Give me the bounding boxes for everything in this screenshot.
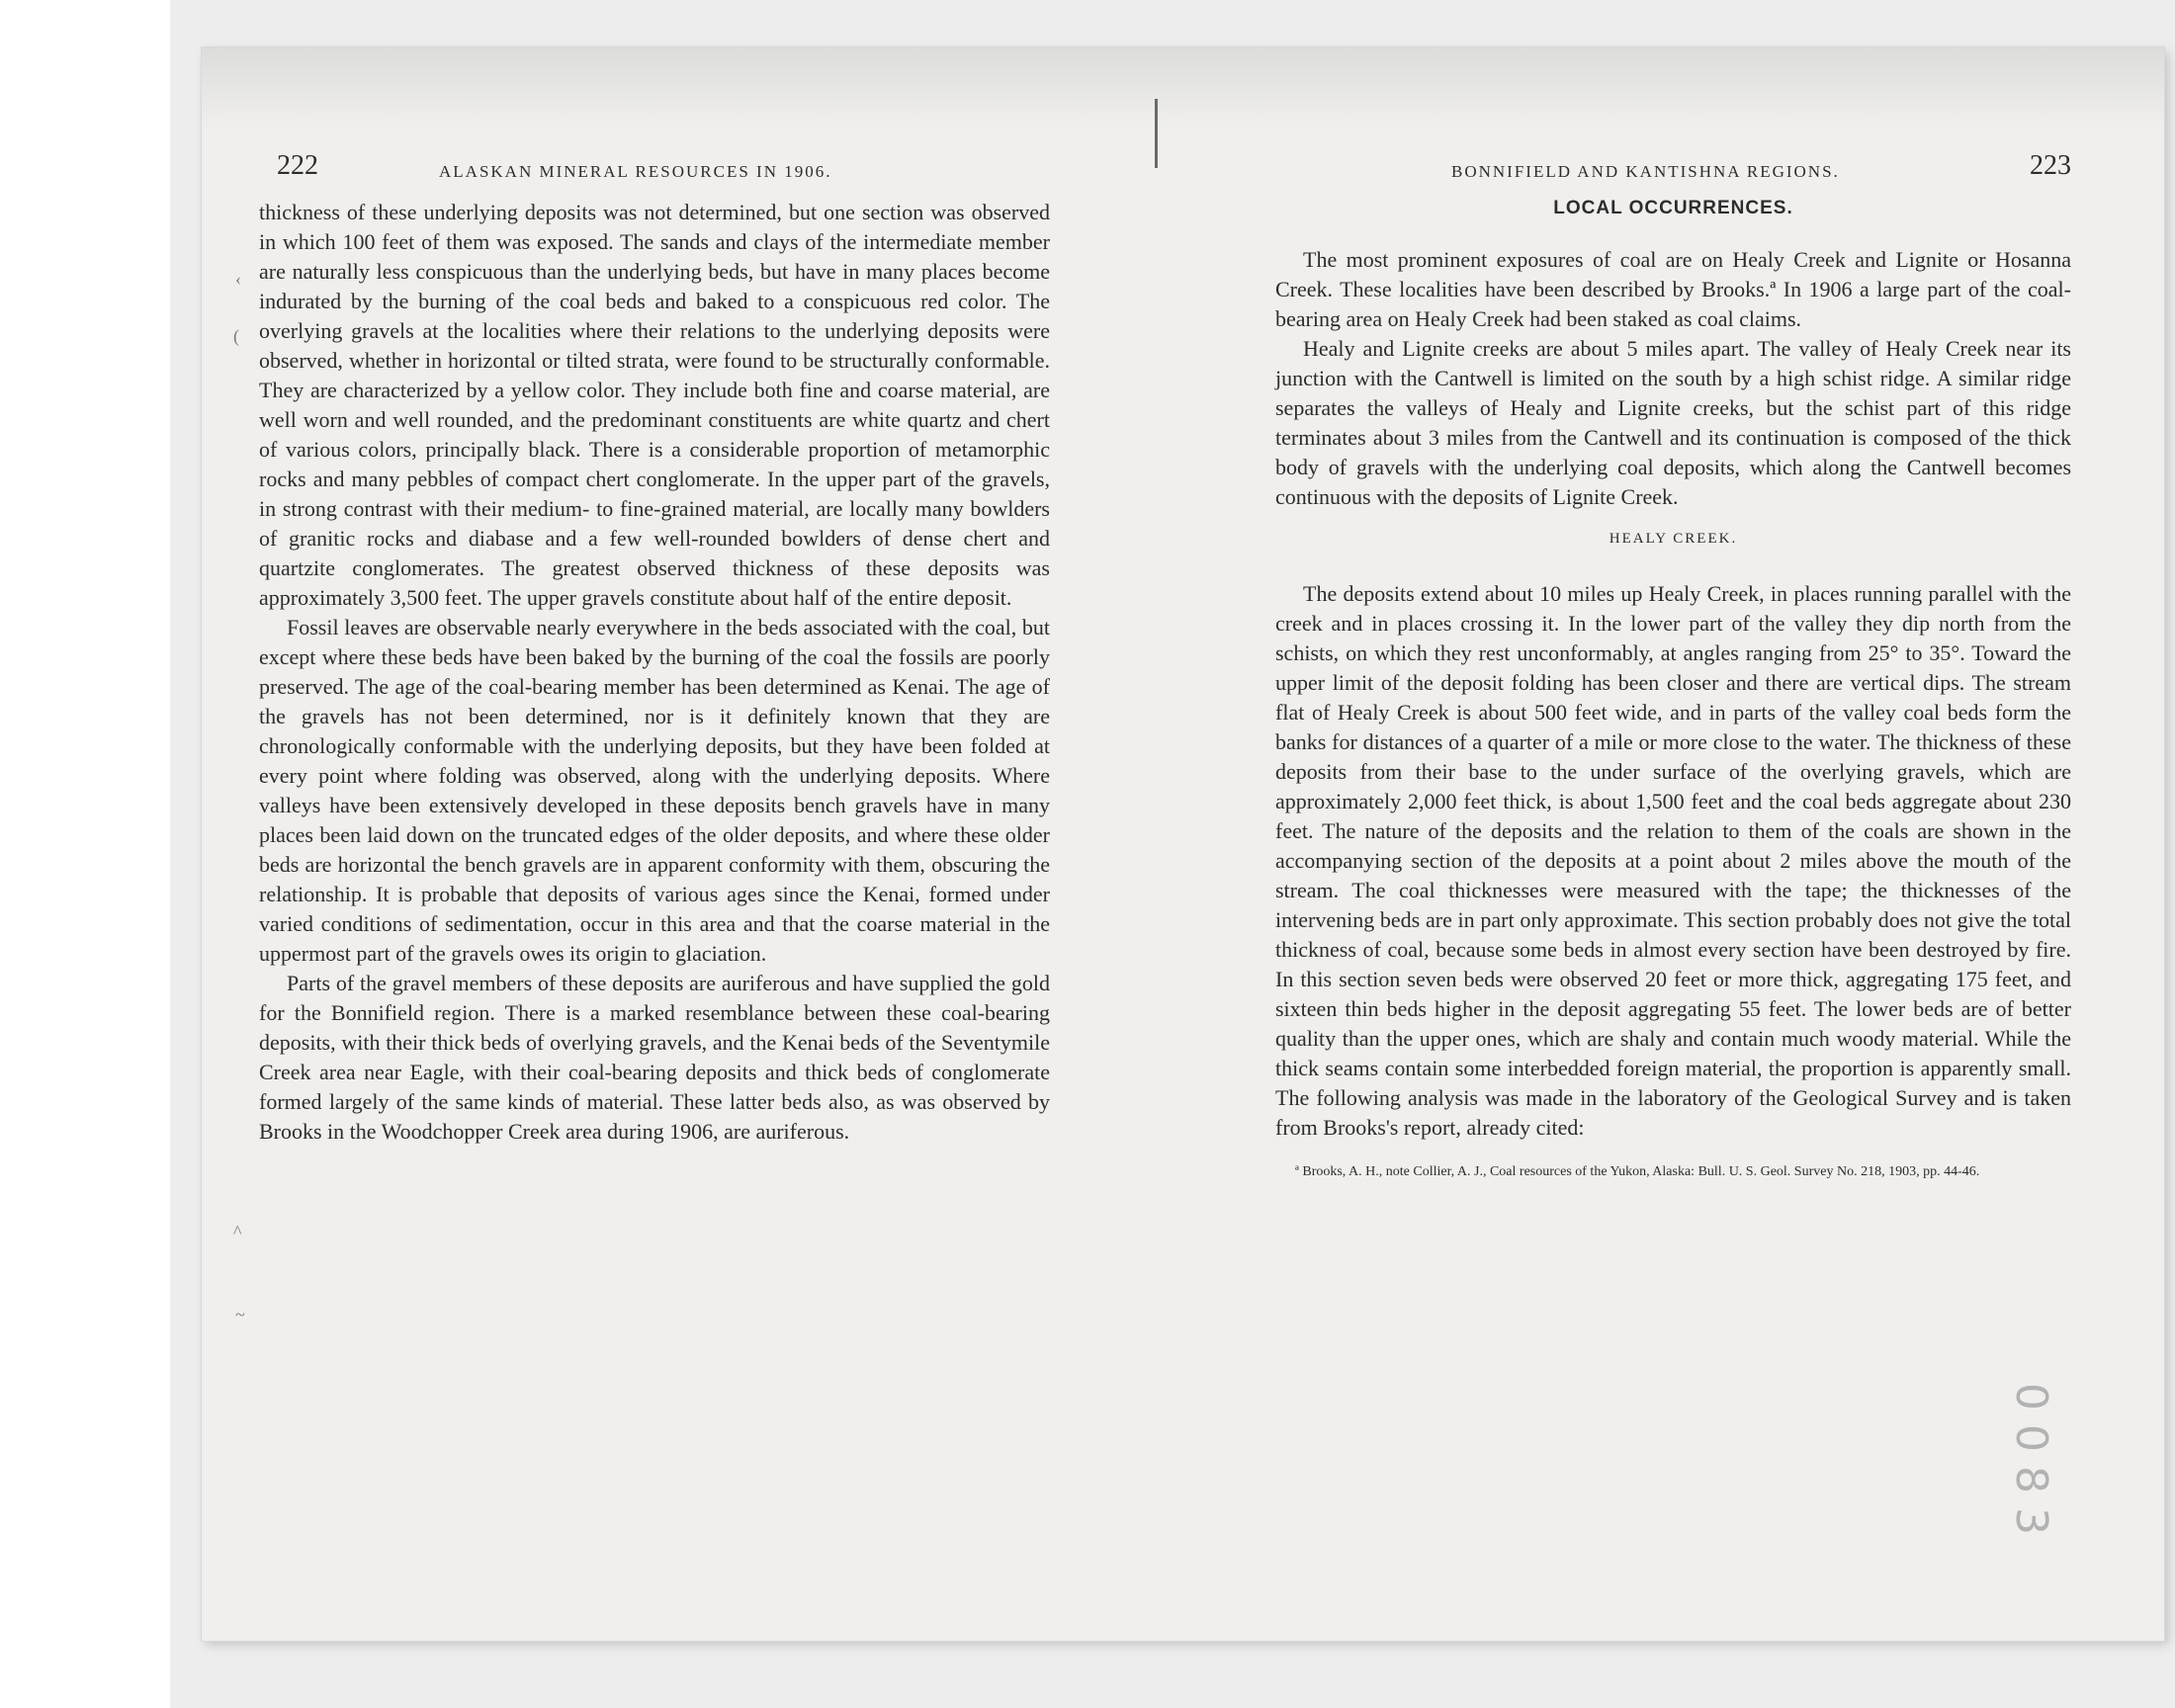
left-running-head	[259, 150, 1050, 198]
paragraph: Parts of the gravel members of these deposits are auriferous and have supplied the gold for the Bonnifield region. There is a marked resemblance between these coal-bearing deposits, with their thick beds of overlying gravels, and the Kenai beds of the Seventymile Creek area near Eagle, with their coal-bearing deposits and thick beds of conglomerate formed largely of the same kinds of material. These latter beds also, as was observed by Brooks in the Woodchopper Creek area during 1906, are auriferous.	[259, 971, 1050, 1144]
paragraph: Healy and Lignite creeks are about 5 miles apart. The valley of Healy Creek near its junction with the Cantwell is limited on the south by a high schist ridge. A similar ridge separates the valleys of Healy and Lignite creeks, but the schist part of this ridge terminates about 3 miles from the Cantwell and its continuation is composed of the thick body of gravels with the underlying coal deposits, which along the Cantwell becomes continuous with the deposits of Lignite Creek.	[1275, 336, 2071, 509]
running-head-title: ALASKAN MINERAL RESOURCES IN 1906.	[439, 162, 832, 181]
margin-mark: (	[233, 326, 239, 346]
section-title: LOCAL OCCURRENCES.	[1553, 198, 1793, 218]
margin-mark: ~	[235, 1305, 245, 1324]
stamp-digit: 3	[2006, 1507, 2056, 1535]
right-page	[1275, 150, 2071, 1181]
margin-mark: ‹	[235, 269, 241, 289]
right-running-head	[1275, 150, 2071, 198]
left-page	[259, 150, 1050, 1147]
sheet-top-shadow	[202, 47, 2164, 127]
running-head-title: BONNIFIELD AND KANTISHNA REGIONS.	[1451, 162, 1840, 181]
archive-stamp-number	[2006, 1382, 2056, 1548]
stamp-digit: 0	[2006, 1383, 2056, 1410]
stamp-digit: 0	[2006, 1424, 2056, 1452]
paragraph: thickness of these underlying deposits was not determined, but one section was observed in which 100 feet of them was exposed. The sands and clays of the intermediate member are naturally less conspicuous than the underlying beds, but have in many places become indurated by the burning of the coal beds and baked to a conspicuous red color. The overlying gravels at the localities where their relations to the underlying deposits were observed, whether in horizontal or tilted strata, were found to be structurally conformable. They are characterized by a yellow color. They include both fine and coarse material, are well worn and well rounded, and the predominant constituents are white quartz and chert of various colors, principally black. There is a considerable proportion of metamorphic rocks and many pebbles of compact chert conglomerate. In the upper part of the gravels, in strong contrast with their medium- to fine-grained material, are locally many bowlders of granitic rocks and diabase and a few well-rounded bowlders of dense chert and quartzite conglomerates. The greatest observed thickness of these deposits was approximately 3,500 feet. The upper gravels constitute about half of the entire deposit.	[259, 200, 1050, 610]
subsection-title: HEALY CREEK.	[1609, 531, 1738, 547]
left-body-text	[259, 198, 1050, 1147]
stamp-digit: 8	[2006, 1466, 2056, 1494]
paragraph: The most prominent exposures of coal are on Healy Creek and Lignite or Hosanna Creek. These localities have been described by Brooks.ª In 1906 a large part of the coal-bearing area on Healy Creek had been staked as coal claims.	[1275, 247, 2071, 331]
footnote: ª Brooks, A. H., note Collier, A. J., Coal resources of the Yukon, Alaska: Bull. U. S. Geol. Survey No. 218, 1903, pp. 44-46.	[1295, 1164, 1980, 1179]
page-number: 223	[2030, 150, 2071, 181]
paragraph: The deposits extend about 10 miles up Healy Creek, in places running parallel with the creek and in places crossing it. In the lower part of the valley they dip north from the schists, on which they rest unconformably, at angles ranging from 25° to 35°. Toward the upper limit of the deposit folding has been closer and there are vertical dips. The stream flat of Healy Creek is about 500 feet wide, and in parts of the valley coal beds form the banks for distances of a quarter of a mile or more close to the water. The thickness of these deposits from their base to the under surface of the overlying gravels, which are approximately 2,000 feet thick, is about 1,500 feet and the coal beds aggregate about 230 feet. The nature of the deposits and the relation to them of the coals are shown in the accompanying section of the deposits at a point about 2 miles above the mouth of the stream. The coal thicknesses were measured with the tape; the thicknesses of the intervening beds are in part only approximate. This section probably does not give the total thickness of coal, because some beds in almost every section have been destroyed by fire. In this section seven beds were observed 20 feet or more thick, aggregating 175 feet, and sixteen thin beds higher in the deposit aggregating 55 feet. The lower beds are of better quality than the upper ones, which are shaly and contain much woody material. While the thick seams contain some interbedded foreign material, the proportion is apparently small. The following analysis was made in the laboratory of the Geological Survey and is taken from Brooks's report, already cited:	[1275, 581, 2071, 1140]
page-number: 222	[277, 150, 318, 181]
paragraph: Fossil leaves are observable nearly everywhere in the beds associated with the coal, but except where these beds have been baked by the burning of the coal the fossils are poorly preserved. The age of the coal-bearing member has been determined as Kenai. The age of the gravels has not been determined, nor is it definitely known that they are chronologically conformable with the underlying deposits, but they have been folded at every point where folding was observed, along with the underlying deposits. Where valleys have been extensively developed in these deposits bench gravels have in many places been laid down on the truncated edges of the older deposits, and where these older beds are horizontal the bench gravels are in apparent conformity with them, obscuring the relationship. It is probable that deposits of various ages since the Kenai, formed under varied conditions of sedimentation, occur in this area and that the coarse material in the uppermost part of the gravels owes its origin to glaciation.	[259, 615, 1050, 966]
margin-mark: ^	[233, 1222, 242, 1241]
book-gutter	[1155, 99, 1158, 168]
right-body-text	[1275, 245, 2071, 1143]
